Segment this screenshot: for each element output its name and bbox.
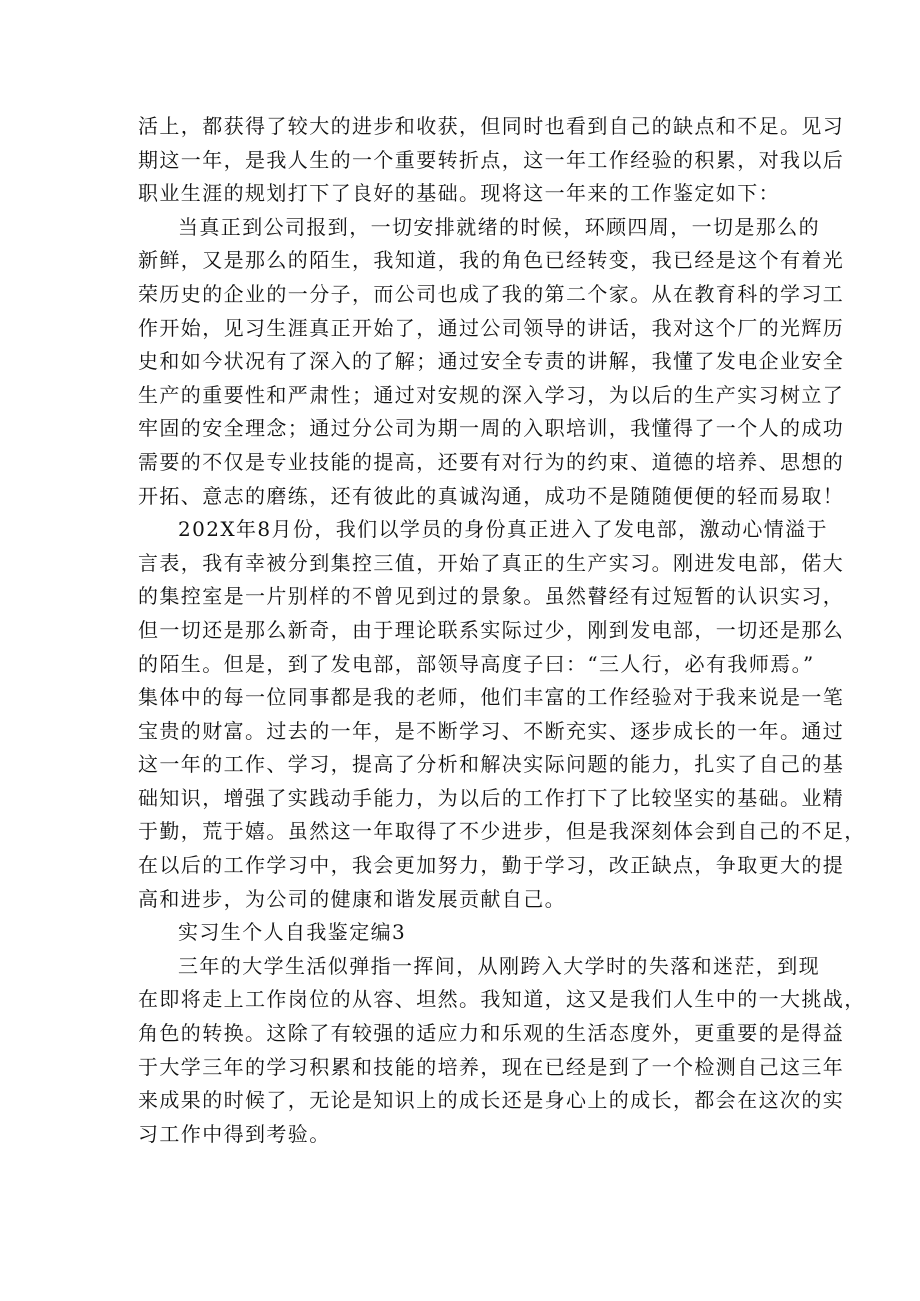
text-line: 期这一年，是我人生的一个重要转折点，这一年工作经验的积累，对我以后: [138, 147, 845, 172]
text-line: 荣历史的企业的一分子，而公司也成了我的第二个家。从在教育科的学习工: [138, 281, 845, 306]
text-line: 宝贵的财富。过去的一年，是不断学习、不断充实、逐步成长的一年。通过: [138, 718, 845, 743]
text-line: 在以后的工作学习中，我会更加努力，勤于学习，改正缺点，争取更大的提: [138, 853, 845, 878]
paragraph-1: [138, 110, 845, 211]
text-line: 当真正到公司报到，一切安排就绪的时候，环顾四周，一切是那么的: [178, 214, 820, 239]
text-line: 但一切还是那么新奇，由于理论联系实际过少，刚到发电部，一切还是那么: [138, 617, 845, 642]
text-line: 需要的不仅是专业技能的提高，还要有对行为的约束、道德的培养、思想的: [138, 449, 845, 474]
text-line: 活上，都获得了较大的进步和收获，但同时也看到自己的缺点和不足。见习: [138, 114, 845, 138]
text-line: 的集控室是一片别样的不曾见到过的景象。虽然瞽经有过短暂的认识实习，: [138, 584, 845, 609]
paragraph-4: [138, 950, 866, 1152]
text-line: 牢固的安全理念；通过分公司为期一周的入职培训，我懂得了一个人的成功: [138, 416, 845, 441]
text-line: 职业生涯的规划打下了良好的基础。现将这一年来的工作鉴定如下：: [138, 181, 780, 206]
text-line: 在即将走上工作岗位的从容、坦然。我知道，这又是我们人生中的一大挑战，: [138, 987, 866, 1012]
text-line: 这一年的工作、学习，提高了分析和解决实际问题的能力，扎实了自己的基: [138, 752, 845, 777]
text-line: 史和如今状况有了深入的了解；通过安全专责的讲解，我懂了发电企业安全: [138, 349, 845, 374]
text-line: 角色的转换。这除了有较强的适应力和乐观的生活态度外，更重要的是得益: [138, 1021, 845, 1046]
text-line: 生产的重要性和严肃性；通过对安规的深入学习，为以后的生产实习树立了: [138, 382, 845, 407]
document-page: [138, 110, 866, 1151]
text-line: 开拓、意志的磨练，还有彼此的真诚沟通，成功不是随随便便的轻而易取！: [138, 483, 845, 508]
text-line: 202X年8月份，我们以学员的身份真正进入了发电部，激动心情溢于: [178, 517, 828, 542]
text-line: 于勤，荒于嬉。虽然这一年取得了不少进步，但是我深刻体会到自己的不足，: [138, 819, 866, 844]
paragraph-2: [138, 211, 845, 513]
text-line: 言表，我有幸被分到集控三值，开始了真正的生产实习。刚进发电部，偌大: [138, 550, 845, 575]
text-line: 础知识，增强了实践动手能力，为以后的工作打下了比较坚实的基础。业精: [138, 785, 845, 810]
section-heading: 实习生个人自我鉴定编3: [178, 920, 407, 945]
text-line: 于大学三年的学习积累和技能的培养，现在已经是到了一个检测自己这三年: [138, 1054, 845, 1079]
text-line: 集体中的每一位同事都是我的老师，他们丰富的工作经验对于我来说是一笔: [138, 685, 845, 710]
text-line: 的陌生。但是，到了发电部，部领导高度子曰：“三人行，必有我师焉。”: [138, 651, 815, 676]
text-line: 三年的大学生活似弹指一挥间，从刚跨入大学时的失落和迷茫，到现: [178, 953, 820, 978]
text-line: 新鲜，又是那么的陌生，我知道，我的角色已经转变，我已经是这个有着光: [138, 248, 845, 273]
paragraph-3: [138, 513, 866, 916]
text-line: 作开始，见习生涯真正开始了，通过公司领导的讲话，我对这个厂的光辉历: [138, 315, 845, 340]
text-line: 高和进步，为公司的健康和谐发展贡献自己。: [138, 886, 566, 911]
text-line: 来成果的时候了，无论是知识上的成长还是身心上的成长，都会在这次的实: [138, 1088, 845, 1113]
text-line: 习工作中得到考验。: [138, 1121, 331, 1146]
